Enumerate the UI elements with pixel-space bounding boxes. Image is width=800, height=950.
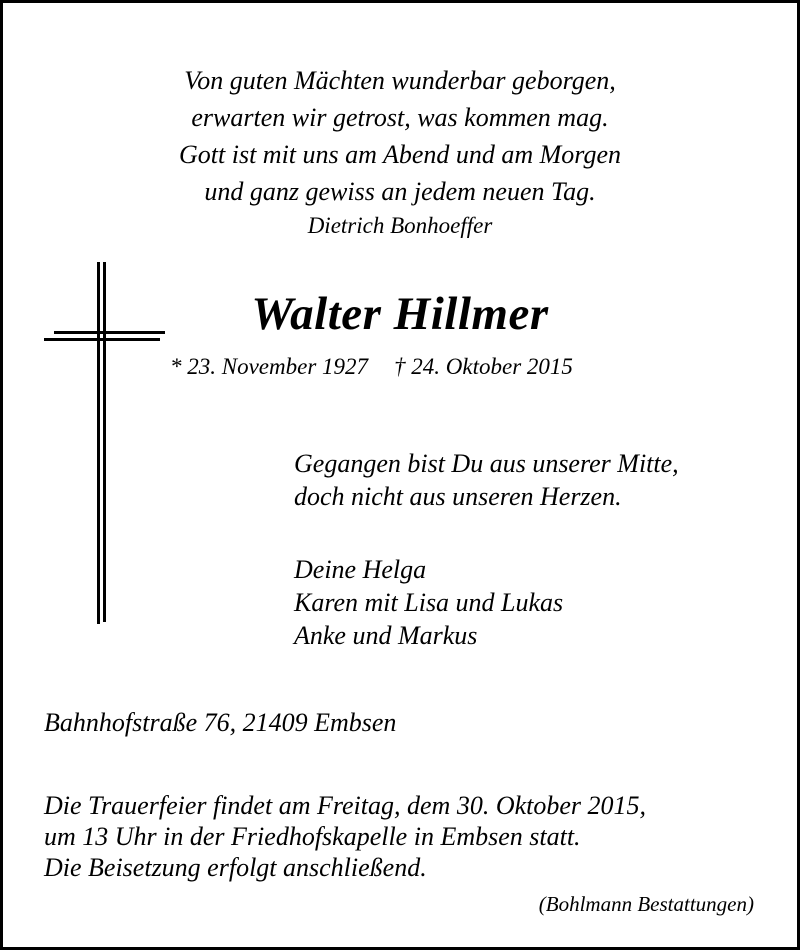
verse-line: Gegangen bist Du aus unserer Mitte, <box>294 449 679 478</box>
mourner-line: Karen mit Lisa und Lukas <box>294 588 564 617</box>
undertaker-credit: (Bohlmann Bestattungen) <box>538 892 754 916</box>
memorial-verse <box>294 447 679 513</box>
poem-line: Gott ist mit uns am Abend und am Morgen <box>179 140 621 169</box>
deceased-name: Walter Hillmer <box>251 288 549 340</box>
ceremony-line: Die Beisetzung erfolgt anschließend. <box>44 853 427 882</box>
poem-line: Von guten Mächten wunderbar geborgen, <box>184 66 616 95</box>
funeral-details <box>44 790 646 883</box>
poem <box>0 62 800 210</box>
ceremony-line: Die Trauerfeier findet am Freitag, dem 30. Oktober 2015, <box>44 791 647 820</box>
mourner-line: Deine Helga <box>294 555 427 584</box>
mourners-list <box>294 553 563 652</box>
mourner-line: Anke und Markus <box>294 621 478 650</box>
life-dates <box>170 354 573 380</box>
poem-line: erwarten wir getrost, was kommen mag. <box>191 103 609 132</box>
verse-line: doch nicht aus unseren Herzen. <box>294 482 622 511</box>
family-address: Bahnhofstraße 76, 21409 Embsen <box>44 708 397 737</box>
poem-line: und ganz gewiss an jedem neuen Tag. <box>204 177 596 206</box>
death-date: † 24. Oktober 2015 <box>394 354 573 379</box>
poem-author: Dietrich Bonhoeffer <box>307 213 493 238</box>
ceremony-line: um 13 Uhr in der Friedhofskapelle in Embsen statt. <box>44 822 581 851</box>
birth-date: * 23. November 1927 <box>170 354 369 379</box>
